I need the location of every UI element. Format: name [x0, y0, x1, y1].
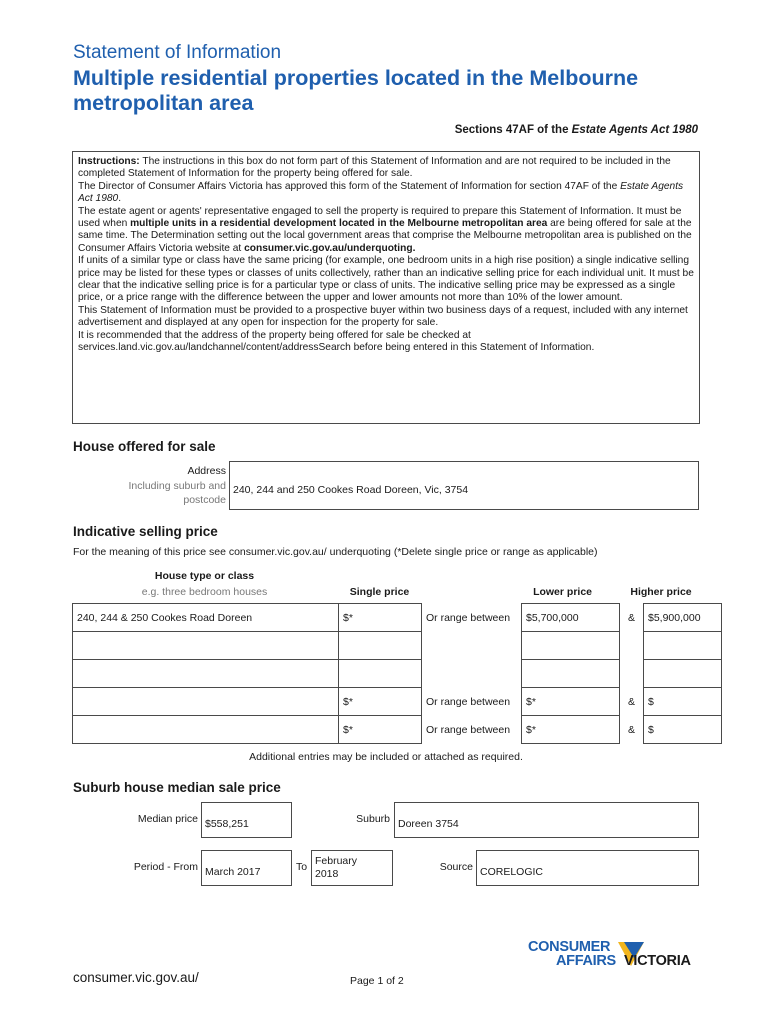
indicative-note: For the meaning of this price see consumer.vic.gov.au/ underquoting (*Delete single price or range as applicable) [73, 546, 598, 558]
instructions-text-3-bold: multiple units in a residential development located in the Melbourne metropolitan area [130, 218, 548, 230]
document-type: Statement of Information [73, 42, 282, 63]
instructions-paragraph-1 [78, 156, 694, 181]
house-type-field[interactable] [73, 660, 339, 688]
instructions-paragraph-3 [78, 206, 694, 256]
instructions-text-3b: are being offered for sale at the same time. The Determination setting out the local government areas that comprise the Melbourne metropolitan area is published on the Consumer Affairs Victoria website at [78, 218, 692, 254]
table-row [73, 688, 722, 716]
range-label [422, 660, 522, 688]
address-label-line-2: Including suburb and [128, 479, 226, 492]
median-price-label: Median price [137, 813, 198, 825]
period-to-value-line-1: February [315, 855, 358, 867]
suburb-label: Suburb [356, 813, 390, 825]
ampersand: & [627, 611, 635, 624]
single-price-field[interactable] [339, 660, 422, 688]
median-price-value: $558,251 [205, 818, 249, 830]
underquoting-link[interactable]: consumer.vic.gov.au/underquoting. [244, 242, 416, 254]
period-to-label: To [296, 861, 308, 873]
lower-price-field[interactable]: $* [522, 716, 620, 744]
period-from-value: March 2017 [205, 866, 261, 878]
period-from-field[interactable] [201, 850, 292, 886]
lower-price-field[interactable] [522, 632, 620, 660]
ampersand: & [627, 723, 635, 736]
instructions-paragraph-2 [78, 181, 694, 206]
indicative-price-table [72, 603, 722, 744]
single-price-field[interactable]: $* [339, 688, 422, 716]
logo-line-affairs: AFFAIRS [556, 953, 616, 969]
period-from-label: Period - From [133, 861, 198, 873]
address-value: 240, 244 and 250 Cookes Road Doreen, Vic, 3754 [233, 484, 469, 496]
page-title: Multiple residential properties located in the Melbourne metropolitan area [73, 66, 639, 115]
ampersand [620, 632, 644, 660]
range-label: Or range between [426, 611, 511, 624]
period-to-value-line-2: 2018 [315, 868, 339, 880]
sections-act: Estate Agents Act 1980 [571, 124, 698, 136]
col-header-lower: Lower price [533, 586, 592, 598]
instructions-label: Instructions: [78, 156, 140, 167]
instructions-paragraph-5: This Statement of Information must be provided to a prospective buyer within two business days of a request, included with any internet advertisement and displayed at any open for inspection for the property for sale. [78, 304, 688, 329]
source-label: Source [439, 861, 473, 873]
consumer-affairs-victoria-logo [528, 940, 703, 976]
sections-reference [455, 124, 698, 136]
ampersand [620, 660, 644, 688]
higher-price-field[interactable] [644, 632, 722, 660]
single-price-field[interactable]: $* [339, 604, 422, 632]
sections-prefix: Sections 47AF of the [454, 124, 572, 136]
instructions-paragraph-6: It is recommended that the address of the property being offered for sale be checked at services.land.vic.gov.au/landchannel/content/addressSearch before being entered in this Statement of Information. [78, 329, 595, 354]
higher-price-field[interactable]: $5,900,000 [644, 604, 722, 632]
page-number: Page 1 of 2 [350, 975, 404, 987]
higher-price-field[interactable]: $ [644, 716, 722, 744]
ampersand: & [627, 695, 635, 708]
period-to-field[interactable] [311, 850, 393, 886]
indicative-price-heading: Indicative selling price [73, 524, 218, 539]
source-value: CORELOGIC [480, 866, 544, 878]
table-row [73, 716, 722, 744]
instructions-box [72, 151, 700, 424]
range-label: Or range between [426, 695, 511, 708]
single-price-field[interactable] [339, 632, 422, 660]
house-offered-heading: House offered for sale [73, 439, 216, 454]
instructions-text-1: The instructions in this box do not form part of this Statement of Information and are not required to be included in the completed Statement of Information for the property being offered for sale. [78, 156, 671, 180]
source-field[interactable] [476, 850, 699, 886]
instructions-paragraph-4: If units of a similar type or class have the same pricing (for example, one bedroom units in a high rise position) a single indicative selling price may be listed for these types or classes of units collectively, rather than an indicative selling price for each individual unit. It must be clear that the indicative selling price is for a particular type or class of units. The indicative selling price may be expressed as a single price, or a price range with the difference between the upper and lower amounts not more than 10% of the lower amount. [78, 255, 694, 304]
additional-entries-note: Additional entries may be included or attached as required. [249, 751, 523, 763]
lower-price-field[interactable]: $5,700,000 [522, 604, 620, 632]
higher-price-field[interactable]: $ [644, 688, 722, 716]
median-heading: Suburb house median sale price [73, 780, 281, 795]
logo-line-consumer: CONSUMER [528, 939, 611, 955]
logo-line-victoria: VICTORIA [624, 953, 691, 969]
table-row [73, 660, 722, 688]
table-row [73, 632, 722, 660]
suburb-field[interactable] [394, 802, 699, 838]
range-label: Or range between [426, 723, 511, 736]
address-label-line-3: postcode [183, 494, 226, 506]
house-type-field[interactable] [73, 716, 339, 744]
lower-price-field[interactable] [522, 660, 620, 688]
table-row [73, 604, 722, 632]
median-price-field[interactable] [201, 802, 292, 838]
col-header-type-hint: e.g. three bedroom houses [141, 586, 268, 598]
suburb-value: Doreen 3754 [398, 818, 459, 830]
footer-website[interactable]: consumer.vic.gov.au/ [73, 970, 199, 985]
col-header-higher: Higher price [630, 586, 692, 598]
address-field[interactable] [229, 461, 699, 510]
col-header-type: House type or class [154, 570, 255, 582]
instructions-act: Estate Agents Act 1980 [78, 180, 684, 205]
instructions-text-2-end: . [118, 193, 122, 205]
house-type-field[interactable] [73, 688, 339, 716]
address-label [100, 464, 226, 508]
col-header-single: Single price [349, 586, 410, 598]
range-label [422, 632, 522, 660]
house-type-field[interactable] [73, 632, 339, 660]
address-label-line-1: Address [187, 465, 226, 477]
single-price-field[interactable]: $* [339, 716, 422, 744]
instructions-text-2: The Director of Consumer Affairs Victoria has approved this form of the Statement of Information for section 47AF of the [78, 180, 621, 192]
higher-price-field[interactable] [644, 660, 722, 688]
instructions-text-3a: The estate agent or agents' representative engaged to sell the property is required to prepare this Statement of Information. It must be used when [78, 205, 682, 230]
house-type-field[interactable]: 240, 244 & 250 Cookes Road Doreen [73, 604, 339, 632]
lower-price-field[interactable]: $* [522, 688, 620, 716]
